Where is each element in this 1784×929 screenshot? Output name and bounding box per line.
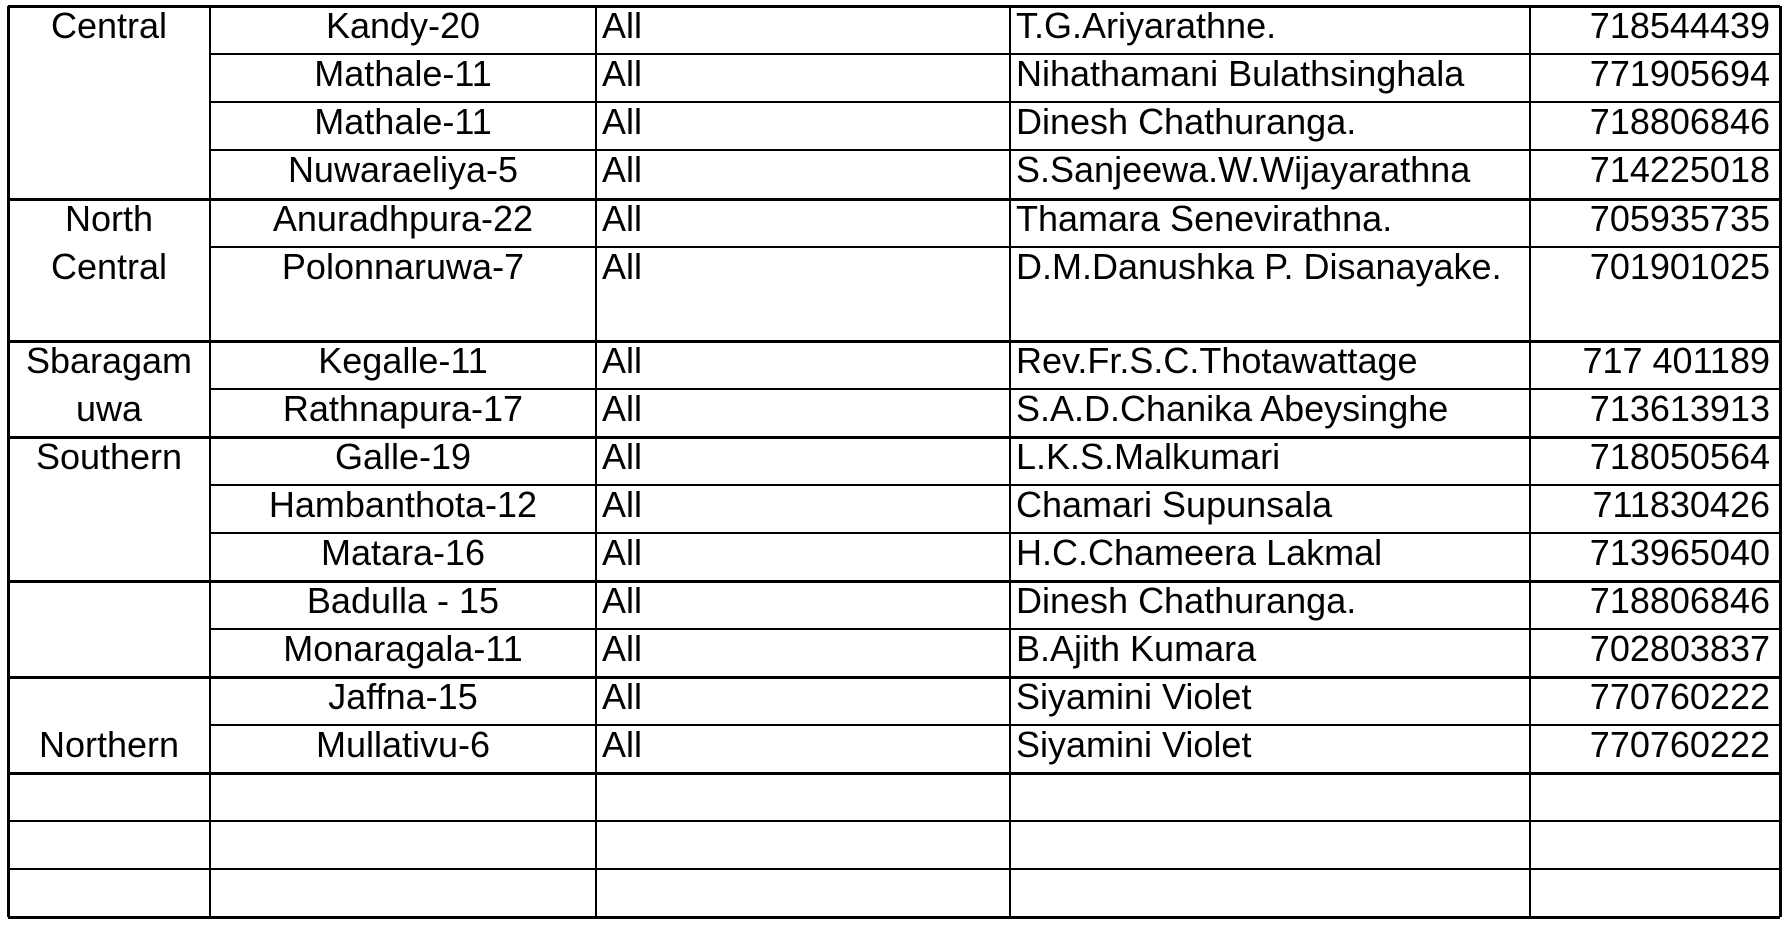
area-cell: All [602, 628, 643, 669]
province-cell: Central [50, 246, 168, 287]
district-cell: Mullativu-6 [315, 724, 491, 765]
phone-cell: 705935735 [1589, 198, 1770, 239]
area-cell: All [602, 532, 643, 573]
phone-cell: 770760222 [1589, 676, 1770, 717]
district-cell: Jaffna-15 [328, 676, 478, 717]
area-cell: All [602, 246, 643, 287]
district-cell: Anuradhpura-22 [272, 198, 534, 239]
contact-name-cell: Dinesh Chathuranga. [1016, 101, 1357, 142]
area-cell: All [602, 101, 643, 142]
column-border [1779, 6, 1782, 917]
contact-name-cell: Nihathamani Bulathsinghala [1016, 53, 1465, 94]
contact-name-cell: Siyamini Violet [1016, 724, 1252, 765]
contact-name-cell: Siyamini Violet [1016, 676, 1252, 717]
province-cell: Northern [38, 724, 180, 765]
row-border [8, 916, 1780, 919]
phone-cell: 711830426 [1592, 484, 1770, 525]
phone-cell: 702803837 [1589, 628, 1770, 669]
province-cell: Sbaragam [25, 340, 193, 381]
phone-cell: 718544439 [1589, 5, 1770, 46]
area-cell: All [602, 5, 643, 46]
contact-name-cell: B.Ajith Kumara [1016, 628, 1257, 669]
row-border [8, 772, 1780, 775]
phone-cell: 701901025 [1589, 246, 1770, 287]
phone-cell: 718050564 [1589, 436, 1770, 477]
phone-cell: 770760222 [1589, 724, 1770, 765]
province-cell: Central [50, 5, 168, 46]
row-border [210, 868, 1780, 870]
contact-name-cell: L.K.S.Malkumari [1016, 436, 1281, 477]
district-cell: Nuwaraeliya-5 [287, 149, 519, 190]
district-cell: Galle-19 [334, 436, 472, 477]
province-cell [8, 577, 210, 625]
contact-name-cell: Thamara Senevirathna. [1016, 198, 1393, 239]
area-cell: All [602, 580, 643, 621]
contact-name-cell: Rev.Fr.S.C.Thotawattage [1016, 340, 1418, 381]
area-cell: All [602, 340, 643, 381]
phone-cell: 714225018 [1589, 149, 1770, 190]
phone-cell: 713965040 [1589, 532, 1770, 573]
district-cell: Polonnaruwa-7 [281, 246, 525, 287]
phone-cell: 717 401189 [1582, 340, 1770, 381]
contact-name-cell: D.M.Danushka P. Disanayake. [1016, 246, 1502, 287]
district-cell: Mathale-11 [314, 101, 492, 142]
area-cell: All [602, 436, 643, 477]
district-cell: Kegalle-11 [318, 340, 488, 381]
area-cell: All [602, 388, 643, 429]
district-cell: Matara-16 [320, 532, 486, 573]
row-border [8, 868, 210, 870]
district-cell: Badulla - 15 [306, 580, 500, 621]
contact-name-cell: H.C.Chameera Lakmal [1016, 532, 1383, 573]
area-cell: All [602, 53, 643, 94]
district-cell: Kandy-20 [325, 5, 481, 46]
contact-name-cell: Chamari Supunsala [1016, 484, 1333, 525]
area-cell: All [602, 724, 643, 765]
province-cell: uwa [75, 388, 143, 429]
district-cell: Rathnapura-17 [282, 388, 524, 429]
province-cell: Southern [35, 436, 183, 477]
province-cell: North [64, 198, 154, 239]
contact-name-cell: Dinesh Chathuranga. [1016, 580, 1357, 621]
phone-cell: 718806846 [1589, 580, 1770, 621]
contact-name-cell: S.Sanjeewa.W.Wijayarathna [1016, 149, 1471, 190]
area-cell: All [602, 149, 643, 190]
area-cell: All [602, 198, 643, 239]
phone-cell: 713613913 [1589, 388, 1770, 429]
district-cell: Mathale-11 [314, 53, 492, 94]
phone-cell: 718806846 [1589, 101, 1770, 142]
district-cell: Monaragala-11 [283, 628, 523, 669]
phone-cell: 771905694 [1589, 53, 1770, 94]
district-cell: Hambanthota-12 [268, 484, 538, 525]
contact-name-cell: T.G.Ariyarathne. [1016, 5, 1277, 46]
row-border [210, 820, 1780, 822]
contact-name-cell: S.A.D.Chanika Abeysinghe [1016, 388, 1449, 429]
row-border [8, 820, 210, 822]
area-cell: All [602, 484, 643, 525]
area-cell: All [602, 676, 643, 717]
